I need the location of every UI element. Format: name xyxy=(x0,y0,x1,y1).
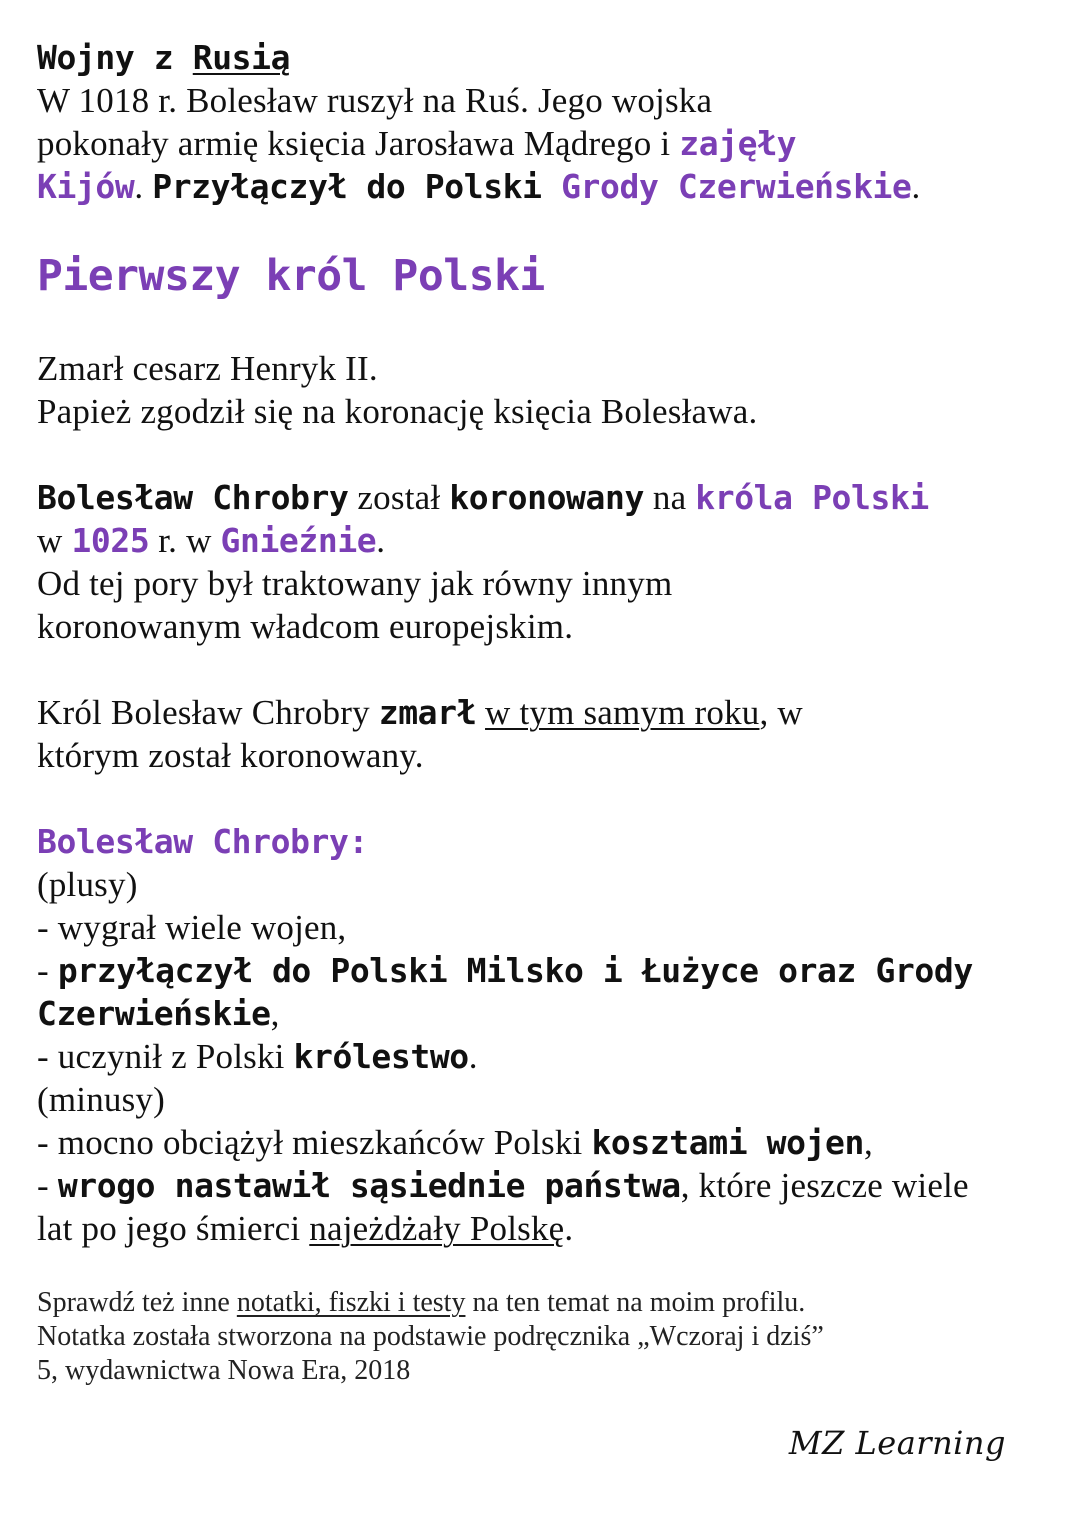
text: , które jeszcze wiele xyxy=(680,1166,969,1205)
plus-item-2 xyxy=(37,949,1057,992)
text: Od tej pory był traktowany jak równy innym xyxy=(37,564,673,603)
summary-heading xyxy=(37,820,1057,863)
highlight: Gnieźnie xyxy=(220,521,377,560)
text: - uczynił z Polski xyxy=(37,1037,294,1076)
text: . xyxy=(468,1037,478,1076)
text: Król Bolesław Chrobry xyxy=(37,693,379,732)
highlight: króla Polski xyxy=(695,478,929,517)
bold-text: Bolesław Chrobry xyxy=(37,478,349,517)
text xyxy=(476,693,485,732)
text: 5, wydawnictwa Nowa Era, 2018 xyxy=(37,1355,411,1386)
text: w xyxy=(37,521,72,560)
title-underlined: Rusią xyxy=(192,38,291,77)
text: , w xyxy=(759,693,803,732)
text: , xyxy=(864,1123,873,1162)
death-line-2 xyxy=(37,734,1057,777)
wars-line-3 xyxy=(37,165,1057,208)
text: pokonały armię księcia Jarosława Mądrego i xyxy=(37,124,680,163)
title-text: Wojny z xyxy=(37,38,193,77)
profile-link[interactable]: notatki, fiszki i testy xyxy=(236,1287,466,1318)
text: na ten temat na moim profilu. xyxy=(465,1287,806,1318)
text: Notatka została stworzona na podstawie podręcznika „Wczoraj i dziś” xyxy=(37,1321,824,1352)
note-page xyxy=(37,36,1057,1388)
text: - xyxy=(37,1166,58,1205)
text: Papież zgodził się na koronację księcia Bolesława. xyxy=(37,392,758,431)
minus-item-2-cont xyxy=(37,1207,1057,1250)
bold-text: Przyłączył do Polski xyxy=(152,167,562,206)
text: został xyxy=(348,478,450,517)
text: r. w xyxy=(149,521,221,560)
minus-label xyxy=(37,1078,1057,1121)
text: . xyxy=(911,167,921,206)
text: koronowanym władcom europejskim. xyxy=(37,607,574,646)
text: (minusy) xyxy=(37,1080,165,1119)
highlight: Grody Czerwieńskie xyxy=(561,167,912,206)
footer-line-2 xyxy=(37,1320,1057,1354)
footer-line-3 xyxy=(37,1354,1057,1388)
bold-text: wrogo nastawił sąsiednie państwa xyxy=(57,1166,681,1205)
king-line-2 xyxy=(37,390,1057,433)
highlight: zajęły xyxy=(679,124,797,163)
wars-line-2 xyxy=(37,122,1057,165)
text: (plusy) xyxy=(37,865,138,904)
highlight: Bolesław Chrobry: xyxy=(37,822,368,861)
text: , xyxy=(270,994,280,1033)
text: na xyxy=(643,478,696,517)
section-wars-title xyxy=(37,36,1057,79)
bold-text: zmarł xyxy=(378,693,477,732)
king-line-1 xyxy=(37,347,1057,390)
author-signature: MZ Learning xyxy=(788,1424,1006,1462)
coronation-line-4 xyxy=(37,605,1057,648)
text: . xyxy=(376,521,386,560)
highlight: 1025 xyxy=(71,521,150,560)
text: Zmarł cesarz Henryk II. xyxy=(37,349,378,388)
text: - wygrał wiele wojen, xyxy=(37,908,347,947)
underlined-text: w tym samym roku xyxy=(485,693,760,732)
minus-item-1 xyxy=(37,1121,1057,1164)
text: . xyxy=(564,1209,574,1248)
bold-text: królestwo xyxy=(293,1037,469,1076)
plus-item-1 xyxy=(37,906,1057,949)
section-heading-first-king: Pierwszy król Polski xyxy=(37,251,545,301)
text: lat po jego śmierci xyxy=(37,1209,310,1248)
text: . xyxy=(134,167,153,206)
bold-text: koronowany xyxy=(449,478,644,517)
minus-item-2 xyxy=(37,1164,1057,1207)
coronation-line-3 xyxy=(37,562,1057,605)
bold-text: kosztami wojen xyxy=(591,1123,864,1162)
bold-text: przyłączył do Polski Milsko i Łużyce oraz Grody xyxy=(57,951,973,990)
underlined-text: najeżdżały Polskę xyxy=(309,1209,565,1248)
highlight: Kijów xyxy=(37,167,135,206)
plus-label xyxy=(37,863,1057,906)
text: - xyxy=(37,951,58,990)
wars-line-1 xyxy=(37,79,1057,122)
text: W 1018 r. Bolesław ruszył na Ruś. Jego wojska xyxy=(37,81,713,120)
text: Sprawdź też inne xyxy=(37,1287,237,1318)
plus-item-2-cont xyxy=(37,992,1057,1035)
plus-item-3 xyxy=(37,1035,1057,1078)
coronation-line-2 xyxy=(37,519,1057,562)
text: którym został koronowany. xyxy=(37,736,424,775)
footer-line-1 xyxy=(37,1286,1057,1320)
coronation-line-1 xyxy=(37,476,1057,519)
bold-text: Czerwieńskie xyxy=(37,994,271,1033)
text: - mocno obciążył mieszkańców Polski xyxy=(37,1123,592,1162)
death-line-1 xyxy=(37,691,1057,734)
